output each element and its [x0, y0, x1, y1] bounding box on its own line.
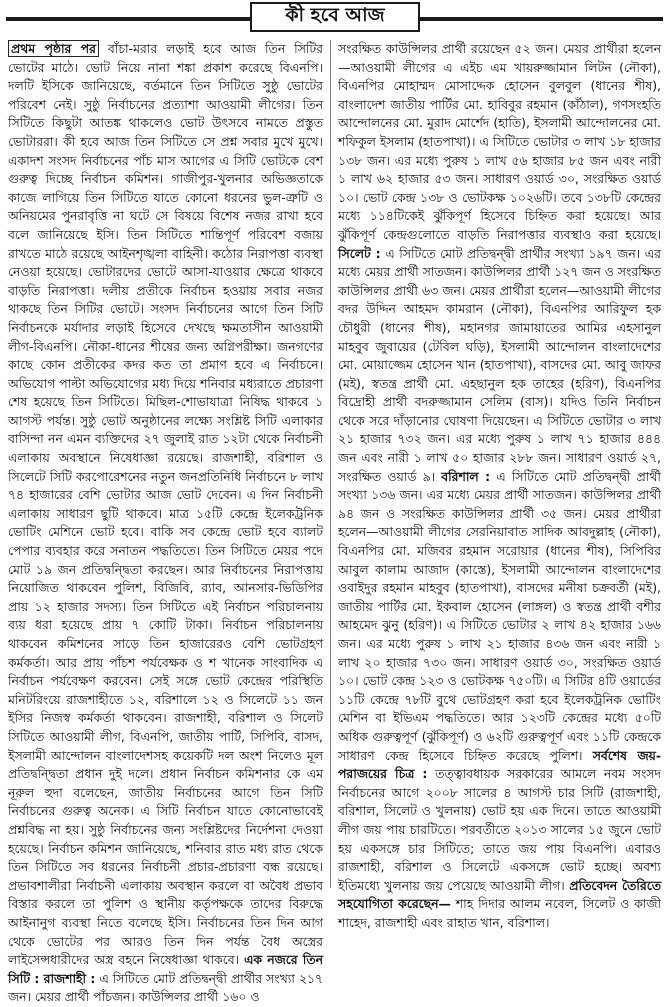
section-title: কী হবে আজ [250, 2, 420, 32]
credit-text: শাহ দিদার আলম নবেল, সিলেট ও কাজী শাহেদ, রাজশাহী এবং রাহাত খান, বরিশাল। [338, 896, 661, 930]
credit-lead: প্রতিবেদন তৈরিতে সহযোগিতা করেছেন— [338, 877, 661, 912]
barishal-lead: বরিশাল : [441, 468, 491, 484]
right-body-paragraph [338, 40, 661, 933]
left-column [8, 40, 323, 1005]
right-column [338, 40, 661, 930]
rajshahi-text: এ সিটিতে মোট প্রতিদ্বন্দ্বী প্রার্থীর সংখ্যা ২১৭ জন। মেয়র প্রার্থী পাঁচজন। কাউন্সিলর প্রার্থী ১৬০ ও [8, 970, 323, 1005]
section-banner [0, 2, 669, 34]
rajshahi-lead: এক নজরে তিন সিটি : রাজশাহী : [8, 952, 323, 986]
continued-tag: প্রথম পৃষ্ঠার পর [8, 40, 99, 57]
history-lead: সর্বশেষ জয়-পরাজয়ের চিত্র : [338, 747, 661, 782]
sylhet-lead: সিলেট : [338, 245, 381, 261]
rajshahi-continued-text: সংরক্ষিত কাউন্সিলর প্রার্থী রয়েছেন ৫২ জন। মেয়র প্রার্থীরা হলেন—আওয়ামী লীগের এ এইচ এম খায়রুজ্জামান লিটন (নৌকা), বিএনপির মোহাম্মদ মোসাদ্দেক হোসেন বুলবুল (ধানের শীষ), বাংলাদেশ জাতীয় পার্টির মো. হাবিবুর রহমান (কাঁঠাল), গণসংহতি আন্দোলনের মো. মুরাদ মোর্শেদ (হাতি), ইসলামী আন্দোলনের মো. শফিকুল ইসলাম (হাতপাখা)। এ সিটিতে ভোটার ৩ লাখ ১৮ হাজার ১৩৮ জন। এর মধ্যে পুরুষ ১ লাখ ৫৬ হাজার ৮৫ জন এবং নারী ১ লাখ ৬২ হাজার ৫৩ জন। সাধারণ ওয়ার্ড ৩০, সংরক্ষিত ওয়ার্ড ১০। ভোট কেন্দ্র ১৩৮ ও ভোটকক্ষ ১০২৬টি। তবে ১৩৮টি কেন্দ্রের মধ্যে ১১৪টিকেই ঝুঁকিপূর্ণ হিসেবে চিহ্নিত করা হয়েছে। আর ঝুঁকিপূর্ণ কেন্দ্রগুলোতে বাড়তি নিরাপত্তার ব্যবস্থাও করা হয়েছে। [338, 41, 661, 242]
sylhet-text: এ সিটিতে মোট প্রতিদ্বন্দ্বী প্রার্থীর সংখ্যা ১৯৭ জন। এর মধ্যে মেয়র প্রার্থী সাতজন। কাউন্সিলর প্রার্থী ১২৭ জন ও সংরক্ষিত কাউন্সিলর প্রার্থী ৬৩ জন। মেয়র প্রার্থীরা হলেন—আওয়ামী লীগের বদর উদ্দিন আহমদ কামরান (নৌকা), বিএনপির আরিফুল হক চৌধুরী (ধানের শীষ), মহানগর জামায়াতের আমির এহসানুল মাহবুব জুবায়ের (টেবিল ঘড়ি), ইসলামী আন্দোলন বাংলাদেশের মো. মোয়াজ্জেম হোসেন খান (হাতপাখা), বাসদের মো. আবু জাফর (মই), স্বতন্ত্র প্রার্থী মো. এহছানুল হক তাহের (হরিণ), বিএনপির বিদ্রোহী প্রার্থী বদরুজ্জামান সেলিম (বাস)। যদিও তিনি নির্বাচন থেকে সরে দাঁড়ানোর ঘোষণা দিয়েছেন। এ সিটিতে ভোটার ৩ লাখ ২১ হাজার ৭৩২ জন। এর মধ্যে পুরুষ ১ লাখ ৭১ হাজার ৪৪৪ জন এবং নারী ১ লাখ ৫০ হাজার ২৮৮ জন। সাধারণ ওয়ার্ড ২৭, সংরক্ষিত ওয়ার্ড ৯। [338, 245, 661, 484]
barishal-text: এ সিটিতে মোট প্রতিদ্বন্দ্বী প্রার্থী সংখ্যা ১৩৬ জন। এর মধ্যে মেয়র প্রার্থী সাতজন। কাউন্সিলর প্রার্থী ৯৪ জন ও সংরক্ষিত কাউন্সিলর প্রার্থী ৩৫ জন। মেয়র প্রার্থীরা হলেন—আওয়ামী লীগের সেরনিয়াবাত সাদিক আবদুল্লাহ (নৌকা), বিএনপির মো. মজিবর রহমান সরোয়ার (ধানের শীষ), সিপিবির আবুল কালাম আজাদ (কাস্তে), ইসলামী আন্দোলন বাংলাদেশের ওবাইদুর রহমান মাহবুব (হাতপাখা), বাসদের মনীষা চক্রবর্তী (মই), জাতীয় পার্টির মো. ইকবাল হোসেন (লাঙ্গল) ও স্বতন্ত্র প্রার্থী বশীর আহমেদ ঝুনু (হরিণ)। এ সিটিতে ভোটার ২ লাখ ৪২ হাজার ১৬৬ জন। এর মধ্যে পুরুষ ১ লাখ ২১ হাজার ৪৩৬ জন এবং নারী ১ লাখ ২০ হাজার ৭৩০ জন। সাধারণ ওয়ার্ড ৩০, সংরক্ষিত ওয়ার্ড ১০। ভোট কেন্দ্র ১২৩ ও ভোটকক্ষ ৭৫০টি। এ সিটির ৪টি ওয়ার্ডের ১১টি কেন্দ্রে ৭৮টি বুথে ভোটগ্রহণ করা হবে ইলেকট্রনিক ভোটিং মেশিন বা ইভিএম পদ্ধতিতে। আর ১২৩টি কেন্দ্রের মধ্যে ৫০টি অধিক গুরুত্বপূর্ণ (ঝুঁকিপূর্ণ) ও ৬২টি গুরুত্বপূর্ণ এবং ১১টি কেন্দ্রকে সাধারণ কেন্দ্র হিসেবে চিহ্নিত করেছে পুলিশ। [338, 468, 661, 763]
article-body: বাঁচা-মরার লড়াই হবে আজ তিন সিটির ভোটের মাঠে। ভোট নিয়ে নানা শঙ্কা প্রকাশ করেছে বিএনপি। দলটি ইসিকে জানিয়েছে, বর্তমানে তিন সিটিতে সুষ্ঠু ভোটের পরিবেশ নেই। সুষ্ঠু নির্বাচনের প্রত্যাশা আওয়ামী লীগের। তিন সিটিতে কিছুটা আতঙ্ক থাকলেও ভোট উৎসবে নামতে প্রস্তুত ভোটাররা। কী হবে আজ তিন সিটিতে সে প্রশ্ন সবার মুখে মুখে। একাদশ সংসদ নির্বাচনের পাঁচ মাস আগের এ সিটি ভোটকে বেশ গুরুত্ব দিচ্ছে নির্বাচন কমিশন। গাজীপুর-খুলনার অভিজ্ঞতাকে কাজে লাগিয়ে তিন সিটিতে যাতে কোনো ধরনের ভুল-ত্রুটি ও অনিয়মের পুনরাবৃত্তি না ঘটে সে বিষয়ে বিশেষ নজর রাখা হবে বলে জানিয়েছে ইসি। তিন সিটিতে শান্তিপূর্ণ পরিবেশ বজায় রাখতে মাঠে রয়েছে আইনশৃঙ্খলা বাহিনী। কঠোর নিরাপত্তা ব্যবস্থা নেওয়া হয়েছে। ভোটারদের ভোটে আসা-যাওয়ার ক্ষেত্রে থাকবে বাড়তি নিরাপত্তা। দলীয় প্রতীকে নির্বাচন হওয়ায় সবার নজর থাকছে তিন সিটির ভোটে। সংসদ নির্বাচনের আগে তিন সিটি নির্বাচনকে মর্যাদার লড়াই হিসেবে দেখছে ক্ষমতাসীন আওয়ামী লীগ-বিএনপি। নৌকা-ধানের শীষের জন্য অগ্নিপরীক্ষা। জনগণের কাছে কোন প্রতীকের কদর কত তা প্রমাণ হবে এ নির্বাচনে। অভিযোগ পাল্টা অভিযোগের মধ্য দিয়ে শনিবার মধ্যরাতে প্রচারণা শেষ হয়েছে তিন সিটিতে। মিছিল-শোভাযাত্রা নিষিদ্ধ থাকবে ১ আগস্ট পর্যন্ত। সুষ্ঠু ভোট অনুষ্ঠানের লক্ষ্যে সংশ্লিষ্ট সিটি এলাকার বাসিন্দা নন এমন ব্যক্তিদের ২৭ জুলাই রাত ১২টা থেকে নির্বাচনী এলাকায় অবস্থানে নিষেধাজ্ঞা রয়েছে। রাজশাহী, বরিশাল ও সিলেটে সিটি করপোরেশনের নতুন জনপ্রতিনিধি নির্বাচনে ৮ লাখ ৭৪ হাজারের বেশি ভোটার আজ ভোট দেবেন। এ দিন নির্বাচনী এলাকায় সাধারণ ছুটি থাকবে। মাত্র ১৫টি কেন্দ্রে ইলেকট্রনিক ভোটিং মেশিনে ভোট হবে। বাকি সব কেন্দ্রে ভোট হবে ব্যালট পেপার ব্যবহার করে সনাতন পদ্ধতিতে। তিন সিটিতে মেয়র পদে মোট ১৯ জন প্রতিদ্বন্দ্বিতা করছেন। আর নির্বাচনের নিরাপত্তায় নিয়োজিত থাকবেন পুলিশ, বিজিবি, র‌্যাব, আনসার-ভিডিপির প্রায় ১২ হাজার সদস্য। তিন সিটিতে এই নির্বাচন পরিচালনায় ব্যয় ধরা হয়েছে প্রায় ৭ কোটি টাকা। নির্বাচন পরিচালনায় থাকবেন কমিশনের সাড়ে তিন হাজারেরও বেশি ভোটগ্রহণ কর্মকর্তা। আর প্রায় পাঁচশ পর্যবেক্ষক ও শ খানেক সাংবাদিক এ নির্বাচন পর্যবেক্ষণ করবেন। সেই সঙ্গে ভোট কেন্দ্রের পরিস্থিতি মনিটরিংয়ে রাজশাহীতে ১২, বরিশালে ১২ ও সিলেটে ১১ জন ইসির নিজস্ব কর্মকর্তা থাকবেন। রাজশাহী, বরিশাল ও সিলেট সিটিতে আওয়ামী লীগ, বিএনপি, জাতীয় পার্টি, সিপিবি, বাসদ, ইসলামী আন্দোলন বাংলাদেশসহ কয়েকটি দল অংশ নিলেও মূল প্রতিদ্বন্দ্বিতা প্রধান দুই দলে। প্রধান নির্বাচন কমিশনার কে এম নূরুল হুদা বলেছেন, জাতীয় নির্বাচনের আগে তিন সিটি নির্বাচনের গুরুত্ব অনেক। এ সিটি নির্বাচন যাতে কোনোভাবেই প্রশ্নবিদ্ধ না হয়। সুষ্ঠু নির্বাচনের জন্য সংশ্লিষ্টদের নির্দেশনা দেওয়া হয়েছে। নির্বাচন কমিশন জানিয়েছে, শনিবার রাত মধ্য রাত থেকে তিন সিটিতে সব ধরনের নির্বাচনী প্রচার-প্রচারণা বন্ধ রয়েছে। প্রভাবশালীরা নির্বাচনী এলাকায় অবস্থান করলে বা অবৈধ প্রভাব বিস্তার করলে তা পুলিশ ও স্থানীয় কর্তৃপক্ষকে তাদের বিরুদ্ধে আইনানুগ ব্যবস্থা নিতে বলেছে ইসি। নির্বাচনের তিন দিন আগ থেকে ভোটের পর আরও তিন দিন পর্যন্ত বৈধ অস্ত্রের লাইসেন্সধারীদের অস্ত্র বহনে নিষেধাজ্ঞা থাকবে। [8, 41, 323, 968]
history-text: তত্ত্বাবধায়ক সরকারের আমলে নবম সংসদ নির্বাচনের আগে ২০০৮ সালের ৪ আগস্ট চার সিটি (রাজশাহী, বরিশাল, সিলেট ও খুলনায়) ভোট হয় এক দিনে। তাতে আওয়ামী লীগ জয় পায় চারটিতে। পরবর্তীতে ২০১৩ সালের ১৫ জুনে ভোট হয় একসঙ্গে চার সিটিতে; তাতে জয় পায় বিএনপি। এবারও রাজশাহী, বরিশাল ও সিলেটে একসঙ্গে ভোট হচ্ছে। অবশ্য ইতিমধ্যে খুলনায় জয় পেয়েছে আওয়ামী লীগ। [338, 766, 661, 893]
left-body-paragraph [8, 40, 323, 1007]
column-divider [330, 40, 331, 888]
